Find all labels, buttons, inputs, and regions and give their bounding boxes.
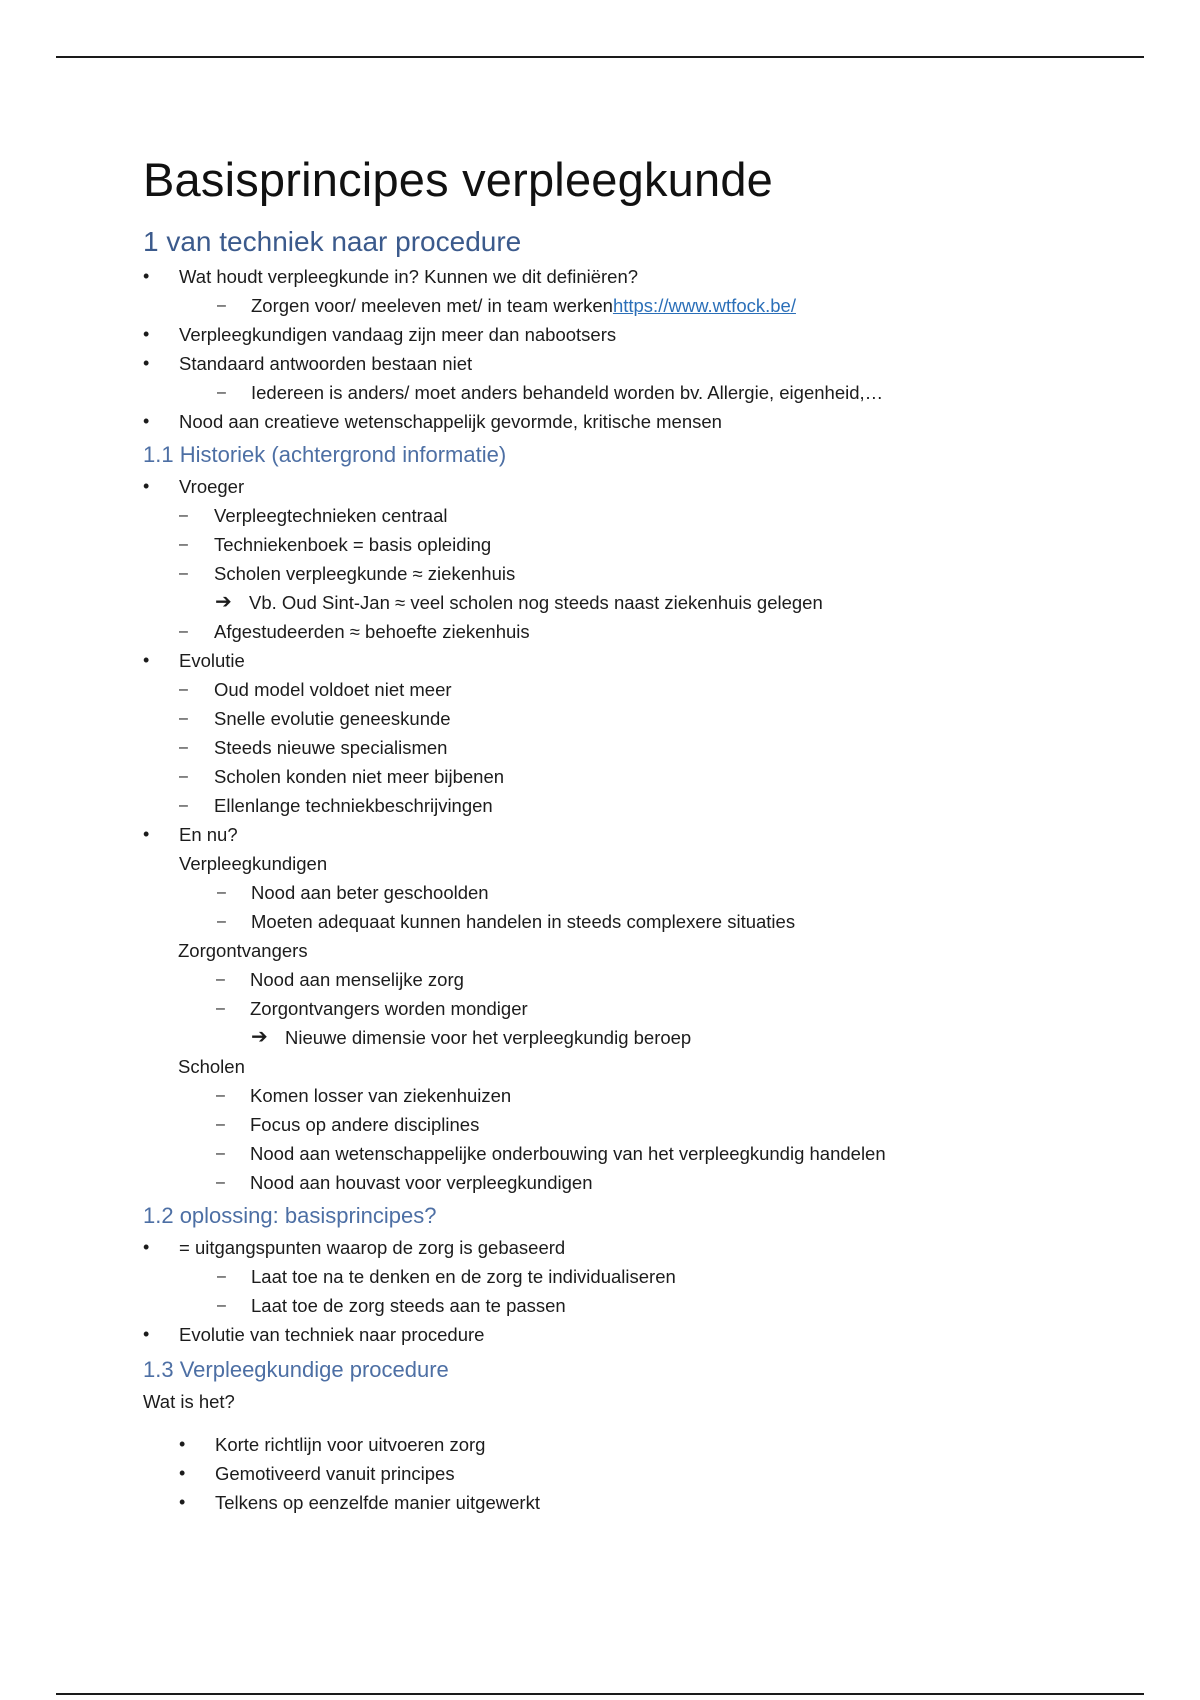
dash-icon: –	[217, 1297, 226, 1314]
bullet-icon: •	[143, 1237, 150, 1257]
dash-icon: –	[217, 884, 226, 901]
dash-icon: –	[216, 1174, 225, 1191]
list-item	[143, 472, 1143, 501]
header-rule	[56, 56, 1144, 58]
list-item	[143, 762, 1143, 791]
list-item	[143, 378, 1143, 407]
list-item-text: Telkens op eenzelfde manier uitgewerkt	[215, 1492, 540, 1513]
list-item-text: = uitgangspunten waarop de zorg is gebaseerd	[179, 1237, 566, 1258]
list-item	[143, 646, 1143, 675]
list-item-text: Scholen konden niet meer bijbenen	[214, 766, 505, 787]
list-item-text: Nood aan creatieve wetenschappelijk gevormde, kritische mensen	[179, 411, 722, 432]
list-item	[143, 733, 1143, 762]
list-item-text: Laat toe na te denken en de zorg te individualiseren	[251, 1266, 676, 1287]
dash-icon: –	[216, 1145, 225, 1162]
sub-heading-zorgontvangers: Zorgontvangers	[178, 940, 308, 961]
list-item-text: Evolutie	[179, 650, 245, 671]
bullet-icon: •	[179, 1434, 186, 1454]
list-item-text: Gemotiveerd vanuit principes	[215, 1463, 455, 1484]
list-item	[143, 965, 1143, 994]
list-item-text: Zorgontvangers worden mondiger	[250, 998, 528, 1019]
list-item	[143, 1110, 1143, 1139]
list-item	[143, 320, 1143, 349]
list-item-text: Standaard antwoorden bestaan niet	[179, 353, 473, 374]
dash-icon: –	[179, 536, 188, 553]
dash-icon: –	[179, 681, 188, 698]
list-item-text: Nood aan wetenschappelijke onderbouwing van het verpleegkundig handelen	[250, 1143, 886, 1164]
dash-icon: –	[179, 623, 188, 640]
list-item-text: Steeds nieuwe specialismen	[214, 737, 448, 758]
dash-icon: –	[217, 297, 226, 314]
list-item-text: Nieuwe dimensie voor het verpleegkundig beroep	[285, 1027, 692, 1048]
dash-icon: –	[179, 739, 188, 756]
list-item	[143, 262, 1143, 291]
bullet-icon: •	[143, 476, 150, 496]
list-item-text: Oud model voldoet niet meer	[214, 679, 452, 700]
dash-icon: –	[179, 565, 188, 582]
dash-icon: –	[216, 1116, 225, 1133]
list-item-text: Evolutie van techniek naar procedure	[179, 1324, 485, 1345]
bullet-icon: •	[179, 1463, 186, 1483]
arrow-right-icon: ➔	[215, 591, 232, 613]
list-item	[143, 1081, 1143, 1110]
list-item	[143, 1168, 1143, 1197]
list-item-text: Techniekenboek = basis opleiding	[214, 534, 492, 555]
sub-heading-scholen: Scholen	[178, 1056, 245, 1077]
list-item-text: Snelle evolutie geneeskunde	[214, 708, 451, 729]
list-item	[143, 791, 1143, 820]
footer-rule	[56, 1693, 1144, 1695]
list-item-text: Ellenlange techniekbeschrijvingen	[214, 795, 493, 816]
list-item-text: Scholen verpleegkunde ≈ ziekenhuis	[214, 563, 516, 584]
bullet-icon: •	[143, 324, 150, 344]
bullet-icon: •	[179, 1492, 186, 1512]
heading-section-1-3: 1.3 Verpleegkundige procedure	[143, 1357, 449, 1382]
arrow-right-icon: ➔	[251, 1026, 268, 1048]
list-item-text: Moeten adequaat kunnen handelen in steeds complexere situaties	[251, 911, 796, 932]
list-item-text: Nood aan beter geschoolden	[251, 882, 489, 903]
list-item-text: Laat toe de zorg steeds aan te passen	[251, 1295, 566, 1316]
list-item-text: Vb. Oud Sint-Jan ≈ veel scholen nog steeds naast ziekenhuis gelegen	[249, 592, 823, 613]
list-item	[143, 588, 1143, 617]
list-item	[143, 617, 1143, 646]
list-item	[143, 907, 1143, 936]
dash-icon: –	[179, 768, 188, 785]
wtfock-link[interactable]: https://www.wtfock.be/	[612, 295, 796, 316]
list-item	[143, 530, 1143, 559]
list-item	[143, 291, 1143, 320]
list-item	[143, 675, 1143, 704]
list-item-text: Korte richtlijn voor uitvoeren zorg	[215, 1434, 486, 1455]
list-item-text: Nood aan houvast voor verpleegkundigen	[250, 1172, 593, 1193]
list-item	[143, 1430, 1143, 1459]
dash-icon: –	[179, 710, 188, 727]
heading-section-1-2: 1.2 oplossing: basisprincipes?	[143, 1203, 437, 1228]
spacer	[143, 1416, 1143, 1430]
list-item-text: Focus op andere disciplines	[250, 1114, 480, 1135]
list-item	[143, 1023, 1143, 1052]
bullet-icon: •	[143, 353, 150, 373]
bullet-icon: •	[143, 266, 150, 286]
sub-heading-verpleegkundigen: Verpleegkundigen	[179, 853, 328, 874]
list-item	[143, 407, 1143, 436]
heading-section-1-1: 1.1 Historiek (achtergrond informatie)	[143, 442, 507, 467]
list-item-text: En nu?	[179, 824, 238, 845]
list-item-text: Wat houdt verpleegkunde in? Kunnen we dit definiëren?	[179, 266, 639, 287]
list-item-text: Nood aan menselijke zorg	[250, 969, 464, 990]
dash-icon: –	[217, 384, 226, 401]
dash-icon: –	[217, 1268, 226, 1285]
list-item	[143, 1291, 1143, 1320]
list-item	[143, 1233, 1143, 1262]
dash-icon: –	[216, 1087, 225, 1104]
list-item-text: Verpleegtechnieken centraal	[214, 505, 448, 526]
bullet-icon: •	[143, 411, 150, 431]
bullet-icon: •	[143, 824, 150, 844]
list-item	[143, 1320, 1143, 1349]
list-item	[143, 820, 1143, 849]
list-item-text: Komen losser van ziekenhuizen	[250, 1085, 512, 1106]
document-title: Basisprincipes verpleegkunde	[143, 153, 774, 206]
list-item-text: Iedereen is anders/ moet anders behandeld worden bv. Allergie, eigenheid,…	[251, 382, 884, 403]
list-item	[143, 1139, 1143, 1168]
bullet-icon: •	[143, 1324, 150, 1344]
dash-icon: –	[179, 797, 188, 814]
list-item	[143, 1488, 1143, 1517]
heading-section-1: 1 van techniek naar procedure	[143, 226, 522, 257]
list-item	[143, 704, 1143, 733]
list-item	[143, 501, 1143, 530]
bullet-icon: •	[143, 650, 150, 670]
list-item-text: Zorgen voor/ meeleven met/ in team werken	[251, 295, 613, 316]
list-item	[143, 878, 1143, 907]
list-item-text: Vroeger	[179, 476, 245, 497]
list-item	[143, 559, 1143, 588]
list-item	[143, 1262, 1143, 1291]
list-item	[143, 994, 1143, 1023]
list-item-text: Afgestudeerden ≈ behoefte ziekenhuis	[214, 621, 530, 642]
list-item	[143, 349, 1143, 378]
dash-icon: –	[216, 1000, 225, 1017]
list-item	[143, 1459, 1143, 1488]
section-intro: Wat is het?	[143, 1391, 235, 1412]
document-body	[143, 150, 1143, 1517]
dash-icon: –	[216, 971, 225, 988]
dash-icon: –	[217, 913, 226, 930]
dash-icon: –	[179, 507, 188, 524]
list-item-text: Verpleegkundigen vandaag zijn meer dan nabootsers	[179, 324, 617, 345]
